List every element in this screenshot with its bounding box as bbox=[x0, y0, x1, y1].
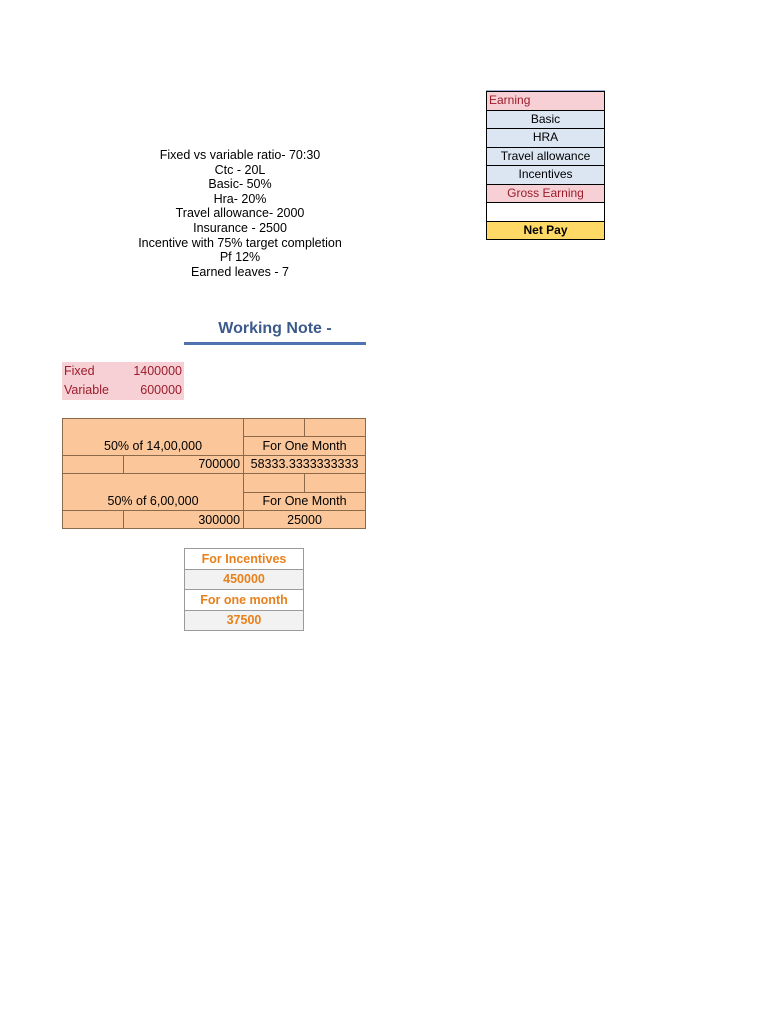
earning-header[interactable]: Earning bbox=[487, 92, 605, 111]
calc-cell[interactable] bbox=[63, 474, 244, 492]
calc-row bbox=[63, 419, 366, 437]
variable-half-amount[interactable]: 300000 bbox=[123, 510, 243, 528]
earning-row bbox=[487, 166, 605, 185]
variable-value[interactable]: 600000 bbox=[140, 383, 182, 397]
incentives-row bbox=[185, 569, 304, 590]
earning-table bbox=[486, 91, 605, 240]
calc-row bbox=[63, 474, 366, 492]
variable-row bbox=[62, 381, 184, 400]
earning-hra[interactable]: HRA bbox=[487, 129, 605, 148]
note-line: Incentive with 75% target completion bbox=[138, 235, 342, 250]
calc-cell[interactable] bbox=[63, 419, 244, 437]
blank-cell[interactable] bbox=[487, 203, 605, 222]
gross-earning[interactable]: Gross Earning bbox=[487, 184, 605, 203]
incentives-row bbox=[185, 610, 304, 631]
calc-cell[interactable] bbox=[63, 510, 124, 528]
variable-monthly-amount[interactable]: 25000 bbox=[244, 510, 366, 528]
calc-cell[interactable] bbox=[244, 474, 305, 492]
variable-month-label[interactable]: For One Month bbox=[244, 492, 366, 510]
incentives-table bbox=[184, 548, 304, 631]
variable-label[interactable]: Variable bbox=[64, 383, 109, 397]
incentives-monthly[interactable]: 37500 bbox=[185, 610, 304, 631]
fixed-monthly-amount[interactable]: 58333.3333333333 bbox=[244, 455, 366, 473]
note-line: Pf 12% bbox=[219, 250, 261, 265]
earning-row bbox=[487, 129, 605, 148]
net-pay-row bbox=[487, 221, 605, 240]
note-line: Insurance - 2500 bbox=[193, 220, 287, 235]
net-pay[interactable]: Net Pay bbox=[487, 221, 605, 240]
calc-cell[interactable] bbox=[244, 419, 305, 437]
earning-travel-allowance[interactable]: Travel allowance bbox=[487, 147, 605, 166]
calculation-table bbox=[62, 418, 366, 529]
incentives-month-label[interactable]: For one month bbox=[185, 590, 304, 611]
blank-row bbox=[487, 203, 605, 222]
earning-basic[interactable]: Basic bbox=[487, 110, 605, 129]
fixed-month-label[interactable]: For One Month bbox=[244, 437, 366, 455]
fixed-half-label[interactable]: 50% of 14,00,000 bbox=[63, 437, 244, 455]
assumptions-notes bbox=[130, 148, 350, 279]
note-line: Hra- 20% bbox=[213, 191, 267, 206]
calc-row bbox=[63, 437, 366, 455]
calc-row bbox=[63, 492, 366, 510]
calc-cell[interactable] bbox=[305, 474, 366, 492]
earning-row bbox=[487, 147, 605, 166]
fixed-value[interactable]: 1400000 bbox=[133, 364, 182, 378]
incentives-row bbox=[185, 549, 304, 570]
calc-cell[interactable] bbox=[63, 455, 124, 473]
incentives-row bbox=[185, 590, 304, 611]
earning-header-row bbox=[487, 92, 605, 111]
fixed-row bbox=[62, 362, 184, 381]
calc-cell[interactable] bbox=[305, 419, 366, 437]
variable-half-label[interactable]: 50% of 6,00,000 bbox=[63, 492, 244, 510]
incentives-amount[interactable]: 450000 bbox=[185, 569, 304, 590]
note-line: Ctc - 20L bbox=[214, 162, 266, 177]
earning-row bbox=[487, 110, 605, 129]
note-line: Travel allowance- 2000 bbox=[175, 206, 305, 221]
fixed-half-amount[interactable]: 700000 bbox=[123, 455, 243, 473]
incentives-title[interactable]: For Incentives bbox=[185, 549, 304, 570]
note-line: Basic- 50% bbox=[208, 177, 272, 192]
calc-row bbox=[63, 510, 366, 528]
fixed-variable-block bbox=[62, 362, 184, 400]
earning-incentives[interactable]: Incentives bbox=[487, 166, 605, 185]
calc-row bbox=[63, 455, 366, 473]
note-line: Earned leaves - 7 bbox=[191, 264, 289, 279]
working-note-title: Working Note - bbox=[218, 320, 332, 337]
note-line: Fixed vs variable ratio- 70:30 bbox=[159, 148, 321, 162]
working-note-underline bbox=[184, 342, 366, 345]
fixed-label[interactable]: Fixed bbox=[64, 364, 95, 378]
gross-earning-row bbox=[487, 184, 605, 203]
